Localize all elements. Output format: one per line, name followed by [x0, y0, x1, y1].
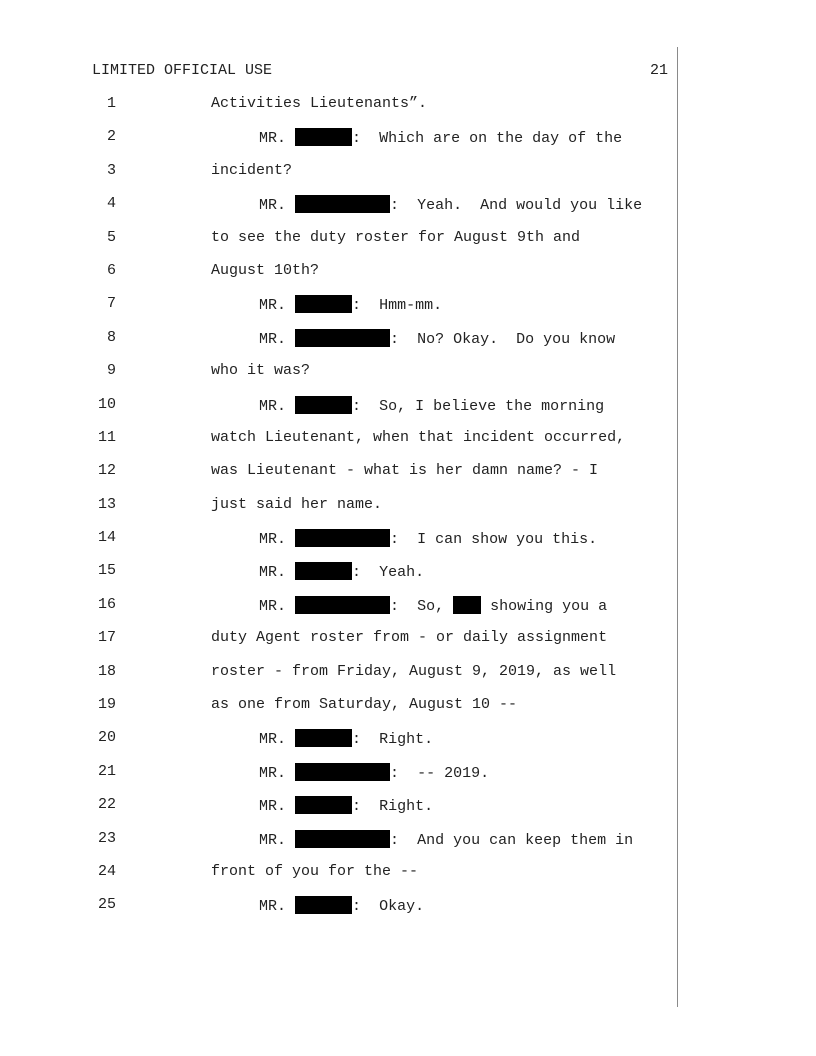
speaker-prefix: MR. [259, 130, 287, 148]
line-number: 18 [97, 662, 116, 680]
transcript-line [0, 362, 816, 395]
speaker-turn [259, 763, 489, 782]
redaction-box [453, 596, 481, 614]
speaker-prefix: MR. [259, 831, 287, 849]
line-text: Right. [379, 798, 434, 816]
speaker-colon: : [390, 531, 400, 549]
line-text-lead: So, [417, 597, 445, 615]
speaker-turn [259, 830, 633, 849]
line-number: 2 [106, 128, 116, 146]
speaker-prefix: MR. [259, 731, 287, 749]
redaction-box [295, 729, 352, 747]
speaker-turn [259, 195, 642, 214]
speaker-turn [259, 295, 442, 314]
speaker-colon: : [352, 798, 362, 816]
line-text: Okay. [379, 898, 425, 916]
transcript-line [0, 696, 816, 729]
transcript-line [0, 329, 816, 362]
line-text: front of you for the -- [211, 862, 419, 880]
redaction-box [295, 896, 352, 914]
speaker-turn [259, 562, 424, 581]
line-number: 13 [97, 495, 116, 513]
speaker-turn [259, 529, 597, 548]
line-number: 22 [97, 796, 116, 814]
line-number: 12 [97, 462, 116, 480]
speaker-prefix: MR. [259, 330, 287, 348]
speaker-colon: : [390, 597, 400, 615]
line-number: 3 [106, 161, 116, 179]
transcript-line [0, 562, 816, 595]
line-number: 19 [97, 696, 116, 714]
transcript-line [0, 796, 816, 829]
speaker-colon: : [352, 130, 362, 148]
speaker-turn [259, 329, 615, 348]
redaction-box [295, 295, 352, 313]
line-number: 24 [97, 862, 116, 880]
line-number: 8 [106, 328, 116, 346]
line-number: 7 [106, 295, 116, 313]
speaker-prefix: MR. [259, 197, 287, 215]
transcript-line [0, 763, 816, 796]
transcript-line [0, 262, 816, 295]
transcript-line [0, 229, 816, 262]
line-number: 10 [97, 395, 116, 413]
redaction-box [295, 195, 390, 213]
line-text: No? Okay. Do you know [417, 330, 616, 348]
line-text: was Lieutenant - what is her damn name? - I [211, 462, 599, 480]
redaction-box [295, 396, 352, 414]
speaker-colon: : [352, 297, 362, 315]
speaker-colon: : [352, 731, 362, 749]
line-text: Right. [379, 731, 434, 749]
line-number: 16 [97, 595, 116, 613]
line-number: 15 [97, 562, 116, 580]
classification-marking: LIMITED OFFICIAL USE [92, 62, 273, 79]
line-number: 21 [97, 762, 116, 780]
transcript-line [0, 95, 816, 128]
line-number: 4 [106, 195, 116, 213]
speaker-turn [259, 896, 424, 915]
speaker-turn [259, 729, 433, 748]
speaker-colon: : [390, 831, 400, 849]
transcript-line [0, 896, 816, 929]
speaker-turn [259, 396, 604, 415]
redaction-box [295, 128, 352, 146]
line-text: to see the duty roster for August 9th and [211, 228, 581, 246]
speaker-prefix: MR. [259, 397, 287, 415]
transcript-line [0, 128, 816, 161]
transcript-line [0, 496, 816, 529]
speaker-turn [259, 796, 433, 815]
line-text: I can show you this. [417, 531, 598, 549]
transcript-line [0, 629, 816, 662]
line-text: incident? [211, 161, 293, 179]
line-number: 9 [106, 362, 116, 380]
line-text: So, I believe the morning [379, 397, 605, 415]
transcript-line [0, 162, 816, 195]
page-number: 21 [649, 62, 668, 79]
speaker-colon: : [390, 330, 400, 348]
speaker-prefix: MR. [259, 898, 287, 916]
transcript-line [0, 396, 816, 429]
line-number: 6 [106, 261, 116, 279]
redaction-box [295, 329, 390, 347]
line-number: 25 [97, 896, 116, 914]
line-text: August 10th? [211, 261, 320, 279]
line-number: 23 [97, 829, 116, 847]
redaction-box [295, 796, 352, 814]
transcript-line [0, 429, 816, 462]
speaker-prefix: MR. [259, 564, 287, 582]
speaker-colon: : [352, 898, 362, 916]
speaker-colon: : [390, 764, 400, 782]
line-number: 5 [106, 228, 116, 246]
speaker-prefix: MR. [259, 798, 287, 816]
line-text: Yeah. And would you like [417, 197, 643, 215]
speaker-colon: : [352, 397, 362, 415]
line-text: -- 2019. [417, 764, 490, 782]
redaction-box [295, 830, 390, 848]
transcript-line [0, 295, 816, 328]
transcript-line [0, 830, 816, 863]
line-number: 11 [97, 428, 116, 446]
line-number: 1 [106, 95, 116, 112]
redaction-box [295, 529, 390, 547]
speaker-prefix: MR. [259, 531, 287, 549]
line-text: And you can keep them in [417, 831, 634, 849]
transcript-body [0, 95, 816, 930]
line-text: just said her name. [211, 495, 383, 513]
redaction-box [295, 562, 352, 580]
speaker-turn [259, 128, 622, 147]
speaker-prefix: MR. [259, 297, 287, 315]
transcript-line [0, 729, 816, 762]
line-text: duty Agent roster from - or daily assignment [211, 629, 608, 647]
speaker-colon: : [390, 197, 400, 215]
transcript-line [0, 863, 816, 896]
transcript-line [0, 529, 816, 562]
line-text: as one from Saturday, August 10 -- [211, 696, 518, 714]
line-text: Hmm-mm. [379, 297, 443, 315]
line-text: Which are on the day of the [379, 130, 623, 148]
transcript-line [0, 663, 816, 696]
line-number: 14 [97, 529, 116, 547]
line-text: watch Lieutenant, when that incident occurred, [211, 428, 626, 446]
line-number: 17 [97, 629, 116, 647]
line-text: showing you a [490, 597, 608, 615]
speaker-colon: : [352, 564, 362, 582]
line-text: roster - from Friday, August 9, 2019, as well [211, 662, 617, 680]
line-text: who it was? [211, 362, 311, 380]
transcript-line [0, 596, 816, 629]
redaction-box [295, 763, 390, 781]
speaker-prefix: MR. [259, 764, 287, 782]
transcript-line [0, 195, 816, 228]
line-number: 20 [97, 729, 116, 747]
redaction-box [295, 596, 390, 614]
line-text: Yeah. [379, 564, 425, 582]
transcript-line [0, 462, 816, 495]
speaker-turn [259, 596, 607, 615]
line-text: Activities Lieutenants”. [211, 95, 428, 112]
speaker-prefix: MR. [259, 597, 287, 615]
